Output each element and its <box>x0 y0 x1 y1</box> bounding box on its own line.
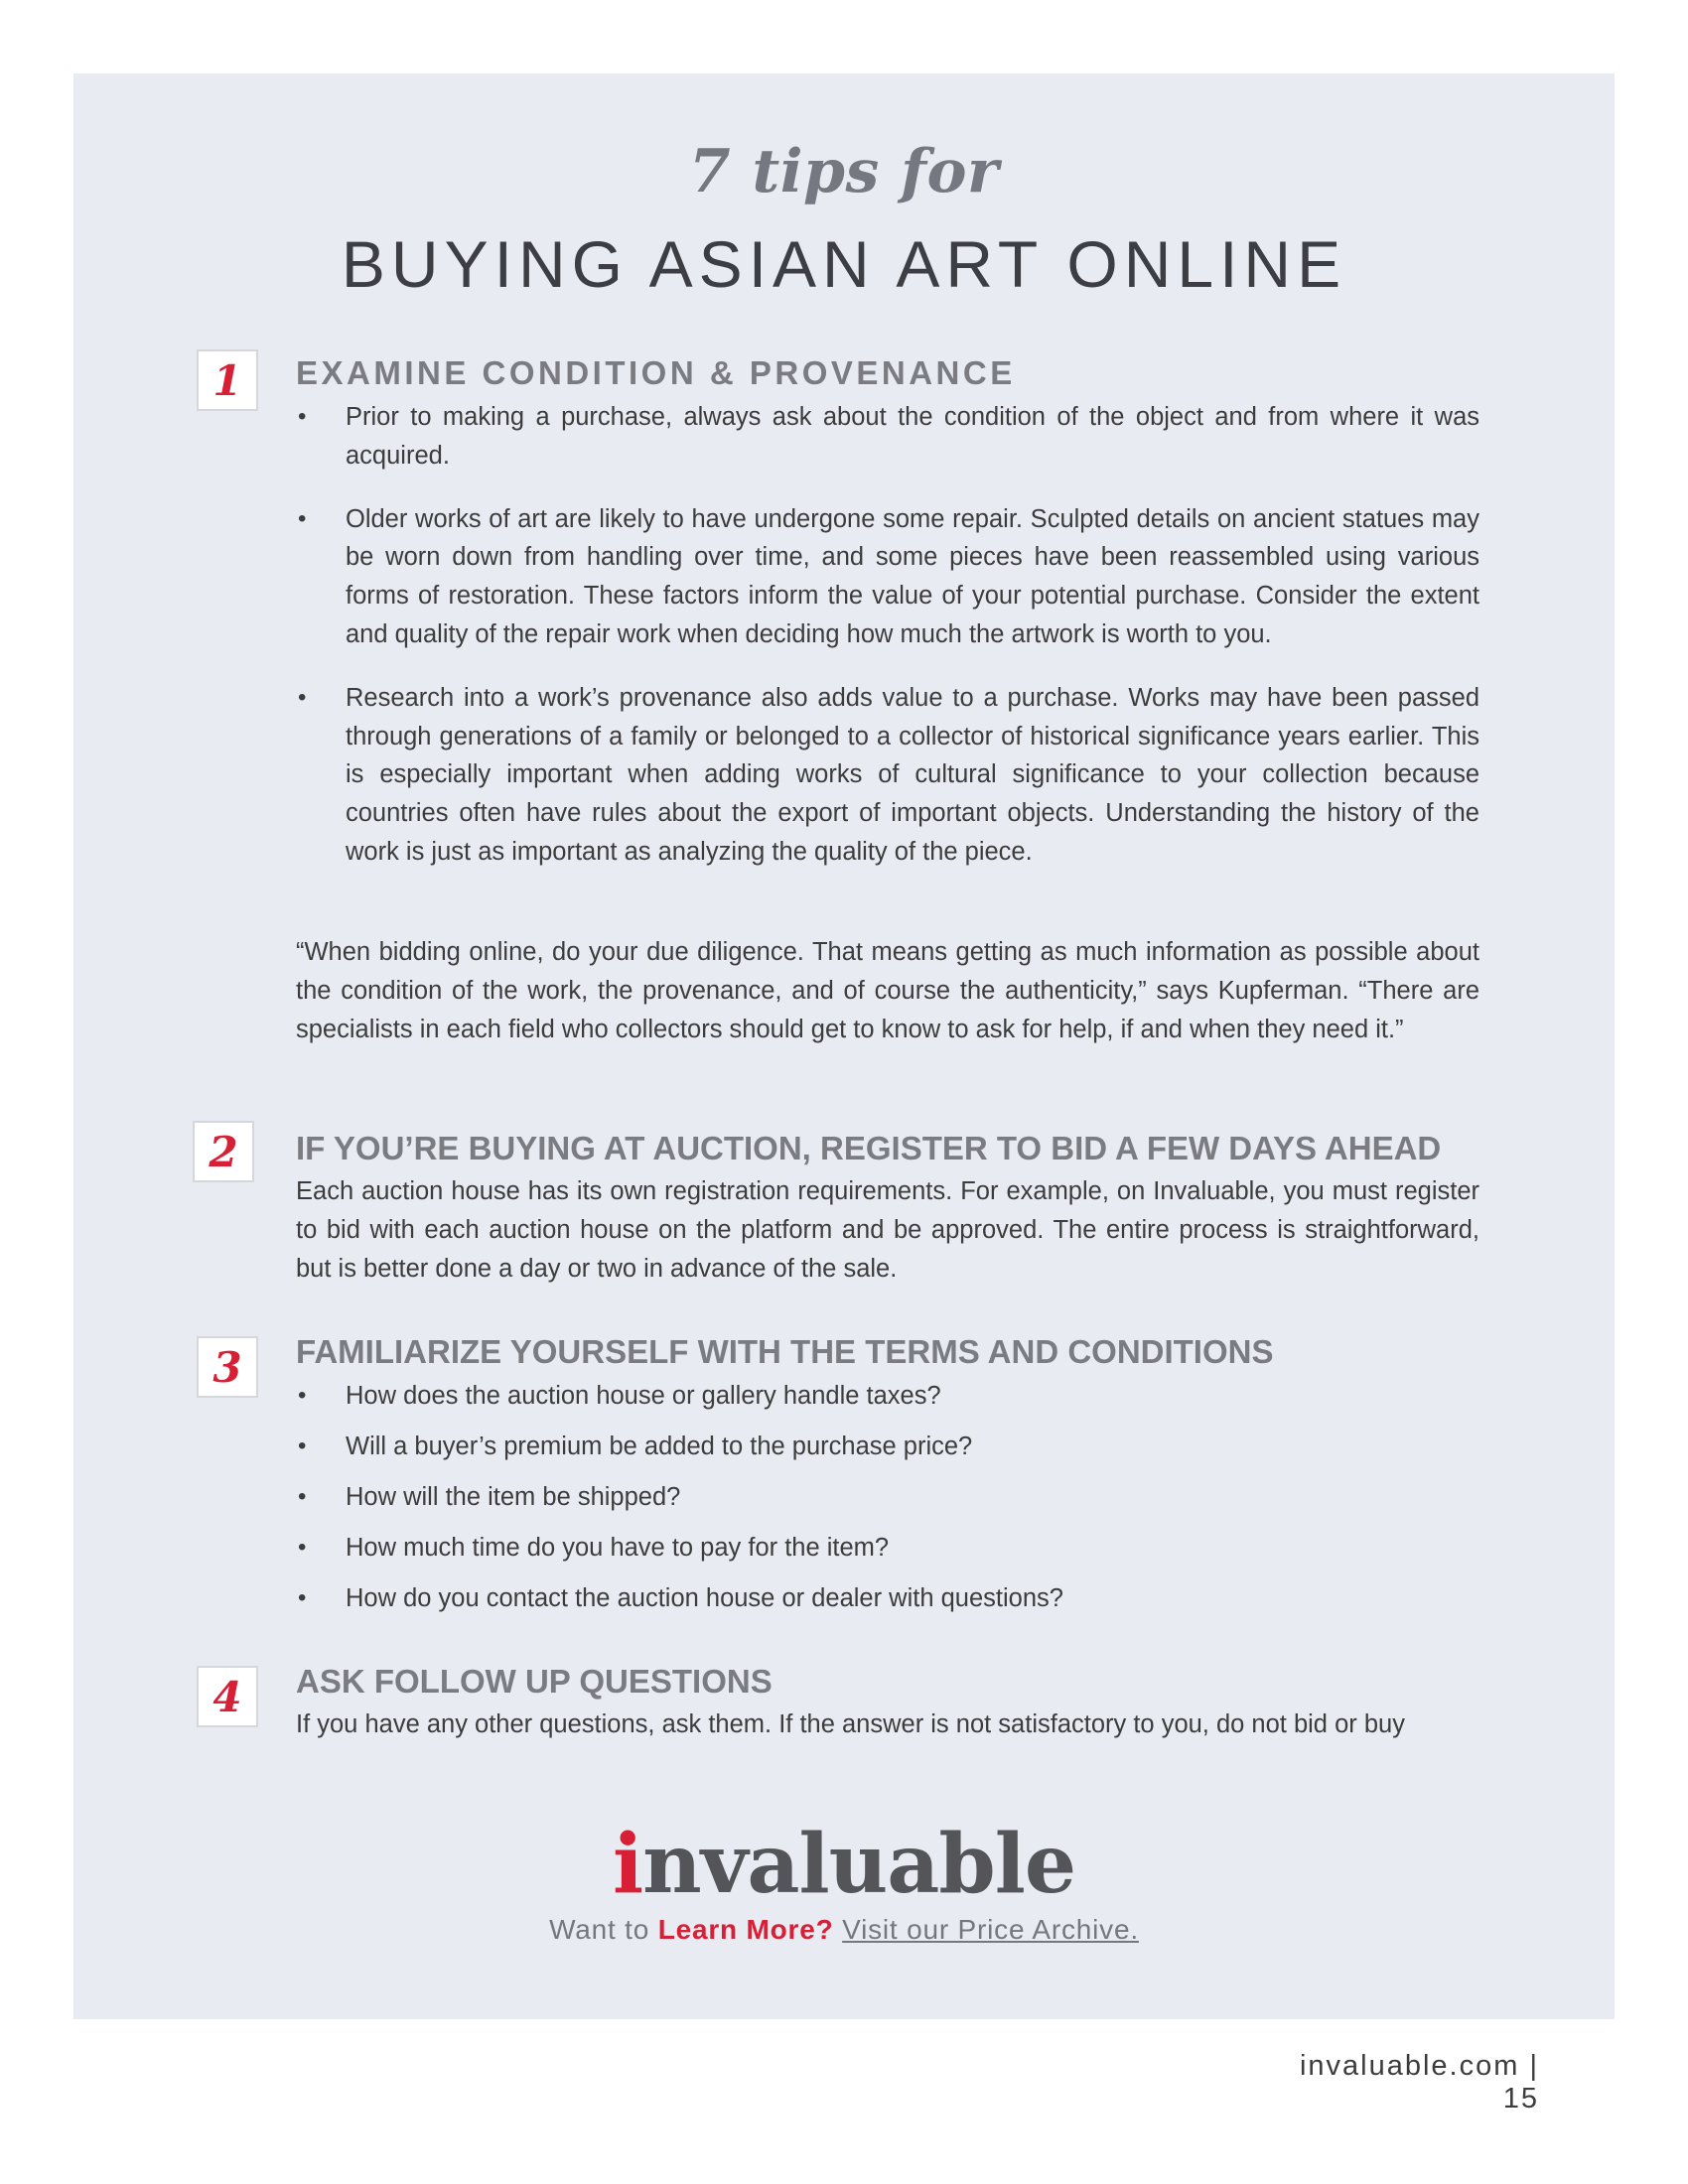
tip-heading: EXAMINE CONDITION & PROVENANCE <box>296 354 1016 391</box>
tip-number-badge: 3 <box>197 1336 258 1398</box>
page-footer: invaluable.com | 15 <box>1299 2050 1539 2115</box>
learn-more-line: Want to Learn More? Visit our Price Archive. <box>549 1914 1139 1945</box>
tip-bullet-list <box>296 1377 1479 1630</box>
tip-number-badge: 4 <box>197 1666 258 1727</box>
price-archive-link[interactable]: Visit our Price Archive. <box>842 1914 1139 1945</box>
list-item: • How will the item be shipped? <box>296 1478 1479 1516</box>
list-item: • Research into a work’s provenance also adds value to a purchase. Works may have been passed through generations of a family or belonged to a collector of historical significance years earlier. This is especially important when adding works of cultural significance to your collection because countries often have rules about the export of important objects. Understanding the history of the work is just as important as analyzing the quality of the piece. <box>296 679 1479 872</box>
list-item: • Older works of art are likely to have undergone some repair. Sculpted details on ancient statues may be worn down from handling over time, and some pieces have been reassembled using various forms of restoration. These factors inform the value of your potential purchase. Consider the extent and quality of the repair work when deciding how much the artwork is worth to you. <box>296 500 1479 654</box>
script-title: 7 tips for <box>688 137 1000 206</box>
tip-body: Each auction house has its own registration requirements. For example, on Invaluable, you must register to bid with each auction house on the platform and be approved. The entire process is straightforward, but is better done a day or two in advance of the sale. <box>296 1177 1479 1283</box>
list-item: • How much time do you have to pay for the item? <box>296 1529 1479 1567</box>
bullet-icon: • <box>298 504 307 532</box>
tip-heading: ASK FOLLOW UP QUESTIONS <box>296 1663 773 1700</box>
list-item: • Prior to making a purchase, always ask about the condition of the object and from where it was acquired. <box>296 398 1479 476</box>
invaluable-logo[interactable]: invaluable <box>612 1817 1076 1912</box>
list-item: • How do you contact the auction house or dealer with questions? <box>296 1579 1479 1617</box>
bullet-icon: • <box>298 1433 307 1459</box>
bullet-icon: • <box>298 1483 307 1510</box>
tip-heading: IF YOU’RE BUYING AT AUCTION, REGISTER TO BID A FEW DAYS AHEAD <box>296 1130 1442 1166</box>
bullet-icon: • <box>298 1534 307 1561</box>
tip-number-badge: 1 <box>197 349 258 411</box>
list-item: • Will a buyer’s premium be added to the purchase price? <box>296 1428 1479 1465</box>
tip-heading: FAMILIARIZE YOURSELF WITH THE TERMS AND CONDITIONS <box>296 1333 1274 1370</box>
kupferman-quote: “When bidding online, do your due diligence. That means getting as much information as possible about the condition of the work, the provenance, and of course the authenticity,” says Kupferman. “There are specialists in each field who collectors should get to know to ask for help, if and when they need it.” <box>296 938 1479 1043</box>
bullet-icon: • <box>298 403 307 430</box>
page-title: BUYING ASIAN ART ONLINE <box>341 227 1347 301</box>
tip-bullet-list <box>296 398 1479 872</box>
bullet-icon: • <box>298 1382 307 1409</box>
learn-more-text: Learn More? <box>657 1914 834 1945</box>
bullet-icon: • <box>298 683 307 711</box>
tip-number-badge: 2 <box>193 1121 254 1182</box>
list-item: • How does the auction house or gallery handle taxes? <box>296 1377 1479 1415</box>
tip-body: If you have any other questions, ask them. If the answer is not satisfactory to you, do not bid or buy <box>296 1710 1405 1738</box>
bullet-icon: • <box>298 1584 307 1611</box>
